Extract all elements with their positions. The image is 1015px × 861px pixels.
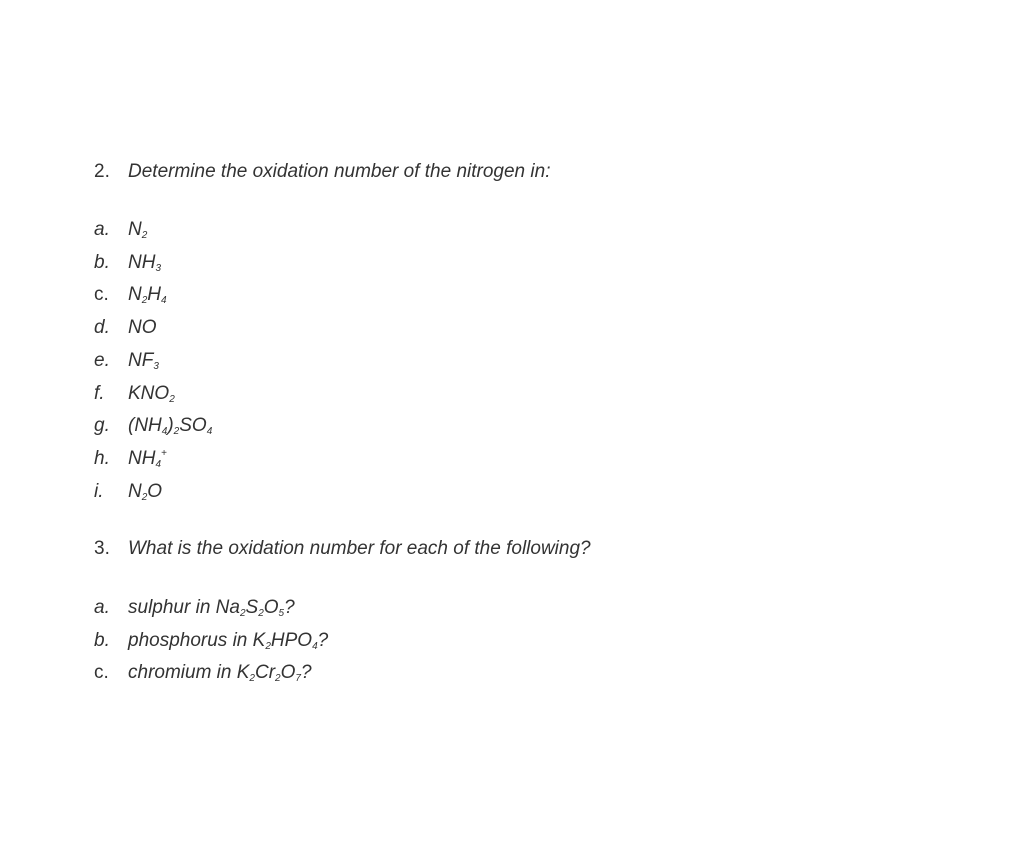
question-3-item-letter: a. xyxy=(94,597,110,618)
question-3-item xyxy=(94,661,312,685)
question-2-item xyxy=(94,447,167,471)
question-2-item-letter: a. xyxy=(94,219,110,240)
question-3-heading xyxy=(94,537,591,561)
question-2-item xyxy=(94,414,212,438)
question-2-item-formula: $NH_4^+$ xyxy=(128,447,167,470)
question-3-item xyxy=(94,596,295,620)
question-2-item xyxy=(94,218,147,242)
question-3-number: 3. xyxy=(94,538,110,559)
question-2-item-letter: g. xyxy=(94,415,110,437)
question-2-item xyxy=(94,349,159,373)
question-2-item xyxy=(94,283,167,307)
question-2-heading xyxy=(94,160,550,184)
question-3-item-letter: b. xyxy=(94,629,110,651)
question-2-item-letter: b. xyxy=(94,251,110,273)
question-2-item-formula: $N_2O$ xyxy=(128,480,163,503)
question-3-item-formula: phosphorus in $K_2HPO_4$? xyxy=(128,629,329,652)
question-2-item-formula: $KNO_2$ xyxy=(128,382,175,405)
question-2-item-letter: f. xyxy=(94,382,105,404)
question-2-item-formula: $(NH_4)_2SO_4$ xyxy=(128,415,213,438)
question-3-item-formula: sulphur in $Na_2S_2O_5$? xyxy=(128,597,295,619)
question-2-item xyxy=(94,316,157,340)
question-2-item xyxy=(94,382,175,406)
question-2-item-letter: c. xyxy=(94,284,109,306)
question-2-item-letter: i. xyxy=(94,480,104,502)
question-2-text: Determine the oxidation number of the nitrogen in: xyxy=(128,161,551,182)
question-3-item-formula: chromium in $K_2Cr_2O_7$? xyxy=(128,662,312,684)
question-2-number: 2. xyxy=(94,161,110,182)
question-2-item-formula: $N_2H_4$ xyxy=(128,284,167,307)
question-2-item xyxy=(94,251,161,275)
question-2-item-formula: $NF_3$ xyxy=(128,349,159,372)
question-2-item-formula: $N_2$ xyxy=(128,219,148,241)
question-2-item-letter: h. xyxy=(94,447,110,469)
question-2-item-letter: d. xyxy=(94,317,110,339)
question-3-text: What is the oxidation number for each of the following? xyxy=(128,538,591,559)
question-2-item-letter: e. xyxy=(94,349,110,371)
question-3-item-letter: c. xyxy=(94,662,109,683)
question-3-item xyxy=(94,629,328,653)
question-2-item-formula: NO xyxy=(128,317,157,339)
question-2-item-formula: $NH_3$ xyxy=(128,251,162,274)
question-2-item xyxy=(94,480,162,504)
